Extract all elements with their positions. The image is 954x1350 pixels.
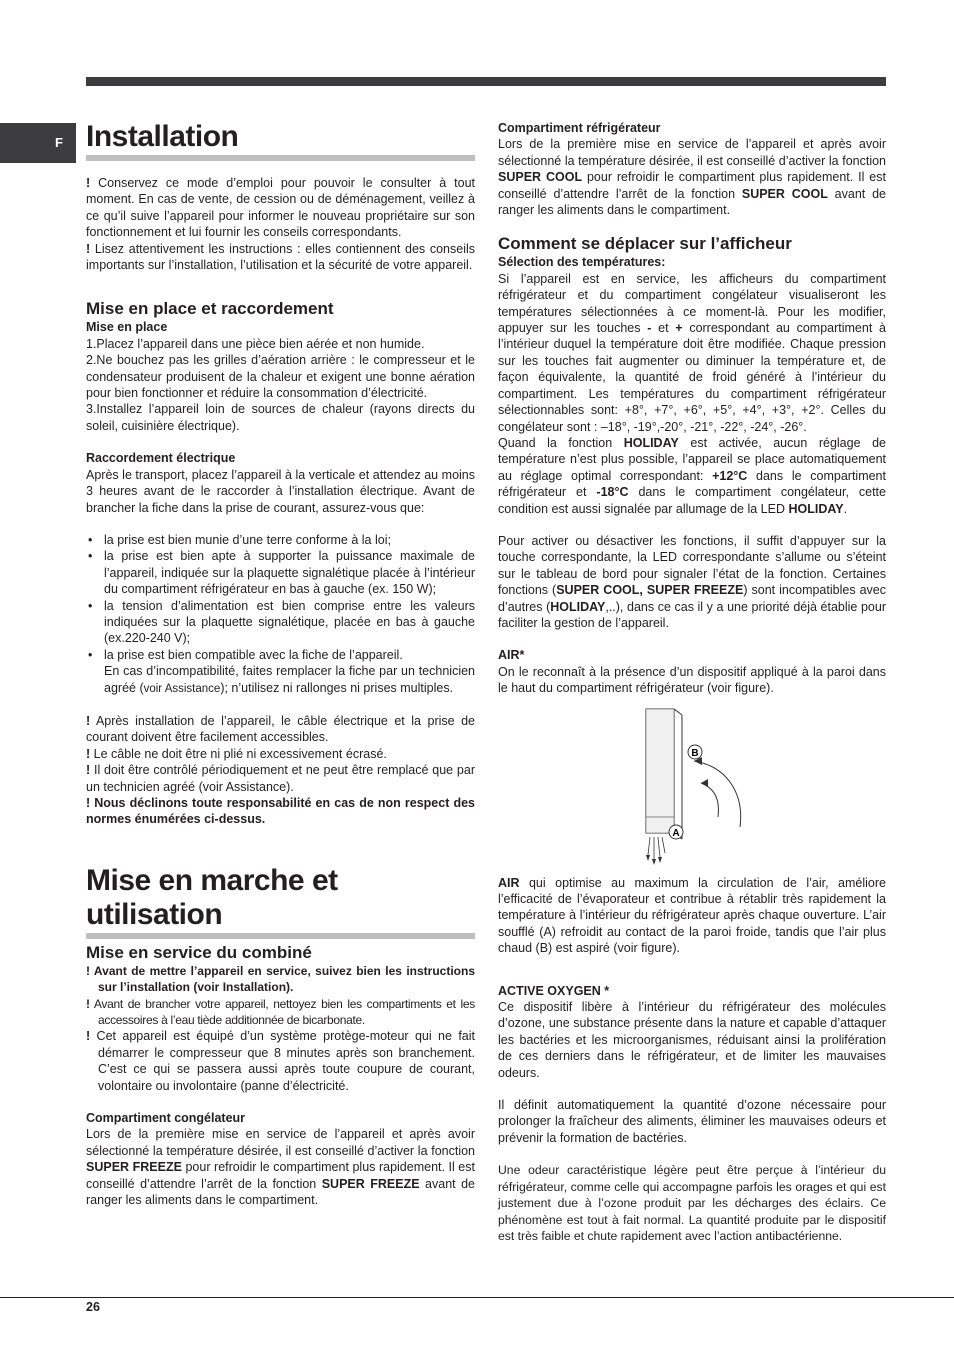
mise-en-place-item: 3.Installez l’appareil loin de sources de chaleur (rayons directs du soleil, cuisinière électrique). [86,402,475,433]
list-item: • la prise est bien munie d’une terre conforme à la loi; [86,532,475,548]
page-number: 26 [86,1300,100,1314]
raccordement-intro: Après le transport, placez l’appareil à la verticale et attendez au moins 3 heures avant de le raccorder à l’installation électrique. Avant de brancher la fiche dans la prise de courant, assurez-vous que: [86,467,475,515]
oxygen-paragraph-3: Une odeur caractéristique légère peut être perçue à l’intérieur du réfrigérateur, comme celle qui accompagne parfois les orages et qui est justement due à l’ozone produit par les décharges des éclairs. Ce phénomène est tout à fait normal. La quantité produite par le dispositif est très faible et chute rapidement avec l’action antibactérienne. [498,1163,886,1243]
air-diagram-icon [498,697,886,875]
oxygen-paragraph-1: Ce dispositif libère à l’intérieur du réfrigérateur des molécules d’ozone, une substance présente dans la nature et capable d’attaquer les bactéries et les microorganismes, réduisant ainsi la prolifération de ces derniers dans le réfrigérateur, et de limiter les mauvaises odeurs. [498,1000,886,1080]
refrigerateur-text: Lors de la première mise en service de l’appareil et après avoir sélectionné la température désirée, il est conseillé d’activer la fonction SUPER COOL pour refroidir le compartiment plus rapidement. Il est conseillé d’attendre l’arrêt de la fonction SUPER COOL avant de ranger les aliments dans le compartiment. [498,137,886,218]
mise-en-place-subheading: Mise en place [86,320,168,335]
installation-paragraph-1: ! Conservez ce mode d’emploi pour pouvoir le consulter à tout moment. En cas de vente, de cession ou de déménagement, veillez à ce qu’il suive l’appareil pour informer le nouveau propriétaire sur son fonctionnement et lui fournir les conseils correspondants. [86,176,475,240]
mise-en-place-item: 1.Placez l’appareil dans une pièce bien aérée et non humide. [86,336,425,351]
mise-en-service-note-1: ! Avant de mettre l’appareil en service, suivez bien les instructions sur l’installation (voir Installation). [86,963,475,995]
oxygen-paragraph-2: Il définit automatiquement la quantité d’ozone nécessaire pour prolonger la fraîcheur des aliments, éliminer les mauvaises odeurs et prévenir la formation de bactéries. [498,1098,886,1145]
afficheur-text-2: Quand la fonction HOLIDAY est activée, aucun réglage de température n’est plus possible, l’appareil se place automatiquement au réglage optimal correspondant: +12°C dans le compartiment réfrigérateur et -18°C dans le compartiment congélateur, cette condition est aussi signalée par allumage de la LED HOLIDAY. [498,435,886,516]
air-intro: On le reconnaît à la présence d’un dispositif appliqué à la paroi dans le haut du compartiment réfrigérateur (voir figure). [498,664,886,696]
raccordement-checklist [86,532,475,697]
refrigerateur-heading: Compartiment réfrigérateur [498,121,661,135]
air-figure [498,697,886,875]
mise-en-place-item: 2.Ne bouchez pas les grilles d’aération arrière : le compresseur et le condensateur produisent de la chaleur et exigent une bonne aération pour bien fonctionner et réduire la consommation d’électricité. [86,353,475,401]
installation-title: Installation [86,120,475,161]
warning-1: ! Après installation de l’appareil, le câble électrique et la prise de courant doivent être facilement accessibles. [86,713,475,745]
left-column [86,120,475,1209]
footer-rule [0,1297,954,1298]
raccordement-heading: Raccordement électrique [86,451,236,466]
list-item: • la prise est bien apte à supporter la puissance maximale de l’appareil, indiquée sur la plaquette signalétique placée à l’intérieur du compartiment réfrigérateur en bas à gauche (ex. 150 W); [86,548,475,597]
oxygen-heading: ACTIVE OXYGEN * [498,983,610,998]
afficheur-text-1: Si l’appareil est en service, les afficheurs du compartiment réfrigérateur et du compartiment congélateur visualiseront les températures sélectionnées à ce moment-là. Pour les modifier, appuyer sur les touches - et + correspondant au compartiment à l’intérieur duquel la température doit être modifiée. Chaque pression sur les touches fait augmenter ou diminuer la température et, de façon équivalente, la quantité de froid généré à l’intérieur du compartiment. Les températures du compartiment réfrigérateur sélectionnables sont: +8°, +7°, +6°, +5°, +4°, +3°, +2°. Celles du congélateur sont : –18°, -19°,-20°, -21°, -22°, -24°, -26°. [498,271,886,434]
language-label: F [55,135,63,150]
air-heading: AIR* [498,648,525,663]
mise-en-marche-title: Mise en marche et utilisation [86,864,475,939]
fonctions-text: Pour activer ou désactiver les fonctions, il suffit d’appuyer sur la touche correspondante, la LED correspondante s’allume ou s’éteint sur le tableau de bord pour signaler l’état de la fonction. Certaines fonctions (SUPER COOL, SUPER FREEZE) sont incompatibles avec d’autres (HOLIDAY,..), dans ce cas il y a une priorité déjà établie pour faciliter la gestion de l’appareil. [498,533,886,630]
figure-label-a: A [672,827,680,839]
temperatures-subheading: Sélection des températures: [498,255,666,270]
mise-en-service-note-2: ! Avant de brancher votre appareil, nettoyez bien les compartiments et les accessoires à l’eau tiède additionnée de bicarbonate. [86,996,475,1028]
list-item: • la prise est bien compatible avec la fiche de l’appareil. En cas d’incompatibilité, faites remplacer la fiche par un technicien agréé (voir Assistance); n’utilisez ni rallonges ni prises multiples. [86,647,475,697]
list-item: • la tension d’alimentation est bien comprise entre les valeurs indiquées sur la plaquette signalétique, placée en bas à gauche (ex.220-240 V); [86,598,475,647]
afficheur-heading: Comment se déplacer sur l’afficheur [498,234,792,254]
right-column [498,120,886,1244]
warning-2: ! Le câble ne doit être ni plié ni excessivement écrasé. [86,746,387,761]
installation-paragraph-2: ! Lisez attentivement les instructions : elles contiennent des conseils importants sur l’installation, l’utilisation et la sécurité de votre appareil. [86,241,475,273]
warning-3: ! Il doit être contrôlé périodiquement et ne peut être remplacé que par un technicien agréé (voir Assistance). [86,763,475,794]
air-text: AIR qui optimise au maximum la circulation de l’air, améliore l’efficacité de l’évaporateur et contribue à rétablir très rapidement la température à l’intérieur du réfrigérateur après chaque ouverture. L’air soufflé (A) refroidit au contact de la paroi froide, tandis que l’air plus chaud (B) est aspiré (voir figure). [498,875,886,956]
assistance-reference: voir Assistance [143,682,221,695]
mise-en-place-heading: Mise en place et raccordement [86,299,334,319]
congelateur-heading: Compartiment congélateur [86,1111,246,1126]
mise-en-service-heading: Mise en service du combiné [86,942,312,962]
header-rule [86,77,886,86]
mise-en-service-note-3: ! Cet appareil est équipé d’un système protège-moteur qui ne fait démarrer le compresseur que 8 minutes après son branchement. C’est ce qui se passera aussi après toute coupure de courant, volontaire ou involontaire (panne d’électricité. [86,1029,475,1093]
figure-label-b: B [691,747,699,759]
language-tab [0,123,76,163]
warning-4: ! Nous déclinons toute responsabilité en cas de non respect des normes énumérées ci-dessus. [86,796,475,827]
congelateur-text: Lors de la première mise en service de l’appareil et après avoir sélectionné la température désirée, il est conseillé d’activer la fonction SUPER FREEZE pour refroidir le compartiment plus rapidement. Il est conseillé d’attendre l’arrêt de la fonction SUPER FREEZE avant de ranger les aliments dans le compartiment. [86,1127,475,1208]
